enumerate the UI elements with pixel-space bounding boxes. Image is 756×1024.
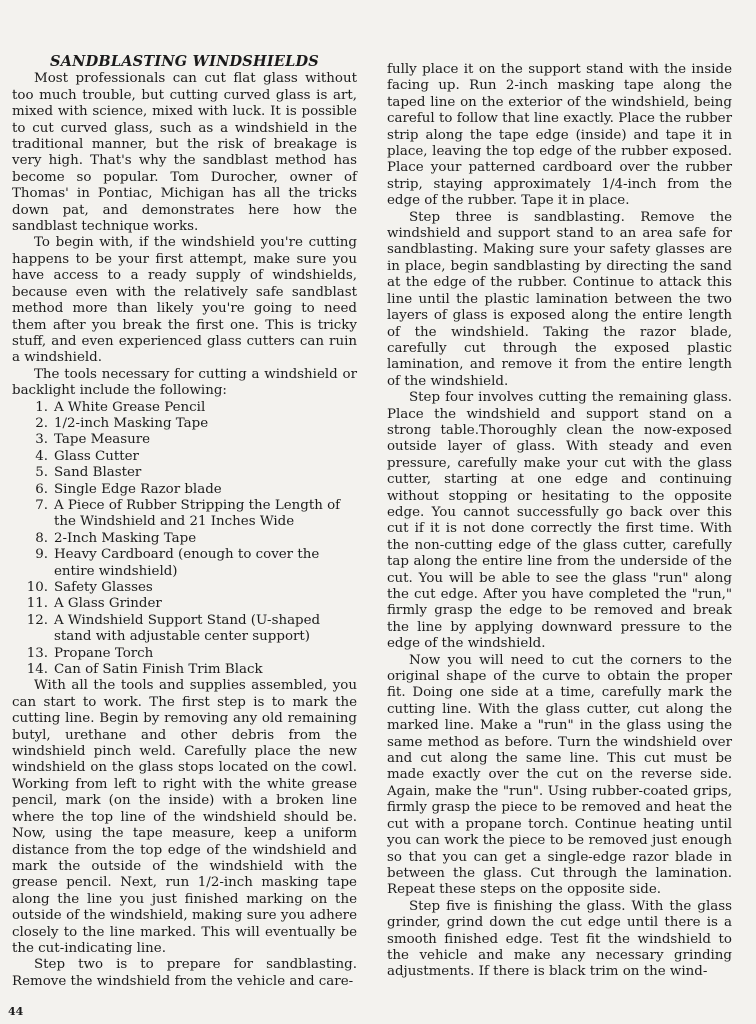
tools-list-item <box>22 449 357 465</box>
tools-list-item <box>22 662 357 678</box>
tool-number: 1. <box>35 399 48 415</box>
continued-paragraph: fully place it on the support stand with the inside facing up. Run 2-inch masking tape along the taped line on the exterior of the windshield, being careful to follow that line exactly. Place the rubber strip along the tape edge (inside) and tape it in place, leaving the top edge of the rubber exposed. Place your patterned cardboard over the rubber strip, staying approximately 1/4-inch from the edge of the rubber. Tape it in place. <box>387 62 732 209</box>
tools-intro-paragraph: The tools necessary for cutting a windshield or backlight include the following: <box>12 366 357 399</box>
tool-text: 1/2-inch Masking Tape <box>54 415 209 431</box>
tools-list-item <box>22 580 357 596</box>
tool-text: 2-Inch Masking Tape <box>54 530 197 546</box>
tool-text: A Windshield Support Stand (U-shaped stand with adjustable center support) <box>54 612 321 645</box>
tools-list-item <box>22 596 357 612</box>
tool-text: A White Grease Pencil <box>54 399 206 415</box>
tools-list-item <box>22 547 357 580</box>
tool-text: Sand Blaster <box>54 465 142 481</box>
tool-number: 9. <box>35 547 48 563</box>
tools-list-item <box>22 613 357 646</box>
tools-list-item <box>22 432 357 448</box>
tool-text: A Glass Grinder <box>54 596 162 612</box>
tool-number: 6. <box>35 481 48 497</box>
first-attempt-paragraph: To begin with, if the windshield you're cutting happens to be your first attempt, make sure you have access to a ready supply of windshields, because even with the relatively safe sandblast method more than likely you're going to need them after you break the first one. This is tricky stuff, and even experienced glass cutters can ruin a windshield. <box>12 235 357 366</box>
corners-paragraph: Now you will need to cut the corners to the original shape of the curve to obtain the proper fit. Doing one side at a time, carefully mark the cutting line. With the glass cutter, cut along the marked line. Make a "run" in the glass using the same method as before. Turn the windshield over and cut along the same line. This cut must be made exactly over the cut on the reverse side. Again, make the "run". Using rubber-coated grips, firmly grasp the piece to be removed and heat the cut with a propane torch. Continue heating until you can work the piece to be removed just enough so that you can get a single-edge razor blade in between the glass. Cut through the lamination. Repeat these steps on the opposite side. <box>387 652 732 898</box>
tool-text: Safety Glasses <box>54 580 153 595</box>
tools-list-item <box>22 498 357 531</box>
tools-list-item <box>22 482 357 498</box>
tool-text: Can of Satin Finish Trim Black <box>54 662 263 678</box>
tool-number: 14. <box>26 662 48 678</box>
tool-number: 12. <box>26 612 48 628</box>
page-number: 44 <box>8 1005 24 1018</box>
tool-number: 8. <box>35 530 48 546</box>
tool-text: Single Edge Razor blade <box>54 481 222 497</box>
tools-list-item <box>22 400 357 416</box>
tool-text: Heavy Cardboard (enough to cover the entire windshield) <box>54 547 320 579</box>
tool-number: 11. <box>26 596 48 612</box>
left-column <box>12 54 357 990</box>
article-title: SANDBLASTING WINDSHIELDS <box>50 53 319 70</box>
step-two-paragraph: Step two is to prepare for sandblasting. Remove the windshield from the vehicle and care- <box>12 957 357 989</box>
tools-list-item <box>22 646 357 662</box>
step-five-paragraph: Step five is finishing the glass. With the glass grinder, grind down the cut edge until there is a smooth finished edge. Test fit the windshield to the vehicle and make any necessary grinding adjustments. If there is black trim on the wind- <box>387 898 732 980</box>
tool-text: Tape Measure <box>54 432 151 448</box>
tool-number: 7. <box>35 497 48 513</box>
tool-text: A Piece of Rubber Stripping the Length of the Windshield and 21 Inches Wide <box>54 497 341 530</box>
tools-list-item <box>22 465 357 481</box>
intro-paragraph: Most professionals can cut flat glass without too much trouble, but cutting curved glass is art, mixed with science, mixed with luck. It is possible to cut curved glass, such as a windshield in the traditional manner, but the risk of breakage is very high. That's why the sandblast method has become so popular. Tom Durocher, owner of Thomas' in Pontiac, Michigan has all the tricks down pat, and demonstrates here how the sandblast technique works. <box>12 71 357 235</box>
tool-number: 4. <box>35 448 48 464</box>
tool-number: 2. <box>35 415 48 431</box>
step-three-paragraph: Step three is sandblasting. Remove the windshield and support stand to an area safe for sandblasting. Making sure your safety glasses are in place, begin sandblasting by directing the sand at the edge of the rubber. Continue to attack this line until the plastic lamination between the two layers of glass is exposed along the entire length of the windshield. Taking the razor blade, carefully cut through the exposed plastic lamination, and remove it from the entire length of the windshield. <box>387 209 732 389</box>
tool-text: Propane Torch <box>54 645 154 661</box>
tool-number: 10. <box>26 580 48 595</box>
step-four-paragraph: Step four involves cutting the remaining glass. Place the windshield and support stand on a strong table.Thoroughly clean the now-exposed outside layer of glass. With steady and even pressure, carefully make your cut with the glass cutter, starting at one edge and continuing without stopping or hesitating to the opposite edge. You cannot successfully go back over this cut if it is not done correctly the first time. With the non-cutting edge of the glass cutter, carefully tap along the entire line from the underside of the cut. You will be able to see the glass "run" along the cut edge. After you have completed the "run," firmly grasp the edge to be removed and break the line by applying downward pressure to the edge of the windshield. <box>387 390 732 652</box>
tools-list <box>12 400 357 679</box>
tools-list-item <box>22 531 357 547</box>
tool-text: Glass Cutter <box>54 448 139 464</box>
right-column <box>387 62 732 981</box>
tool-number: 5. <box>35 465 48 481</box>
step-one-paragraph: With all the tools and supplies assembled, you can start to work. The first step is to mark the cutting line. Begin by removing any old remaining butyl, urethane and other debris from the windshield pinch weld. Carefully place the new windshield on the glass stops located on the cowl. Working from left to right with the white grease pencil, mark (on the inside) with a broken line where the top line of the windshield should be. Now, using the tape measure, keep a uniform distance from the top edge of the windshield and mark the outside of the windshield with the grease pencil. Next, run 1/2-inch masking tape along the line you just finished marking on the outside of the windshield, making sure you adhere closely to the line marked. This will eventually be the cut-indicating line. <box>12 678 357 956</box>
tools-list-item <box>22 416 357 432</box>
tool-number: 3. <box>35 432 48 448</box>
tool-number: 13. <box>26 645 48 661</box>
